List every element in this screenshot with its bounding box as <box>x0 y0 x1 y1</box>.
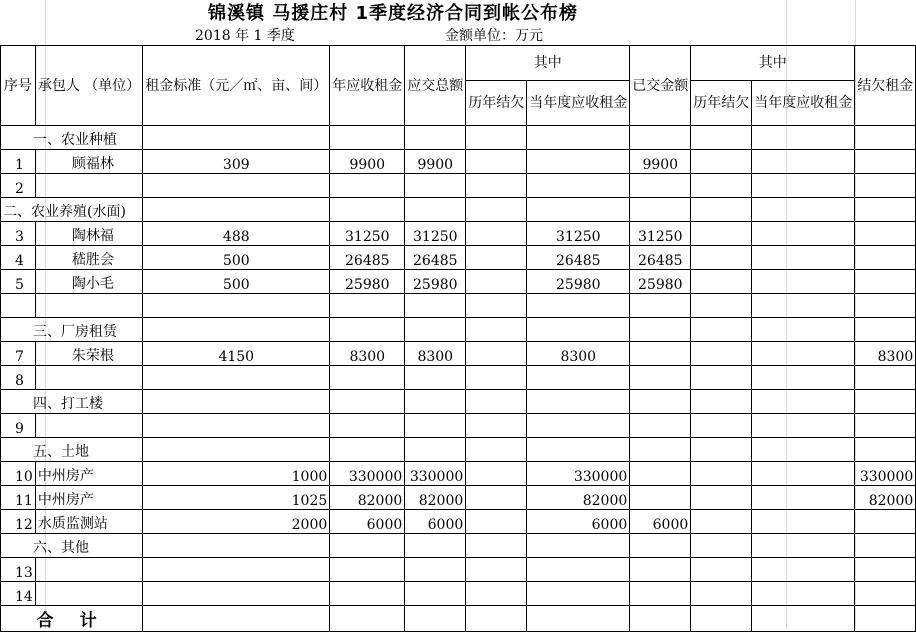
category-label: 五、土地 <box>1 438 143 462</box>
value-cell <box>405 558 466 582</box>
seq-cell: 1 <box>1 150 36 174</box>
value-cell <box>691 222 752 246</box>
value-cell <box>855 150 916 174</box>
value-cell <box>630 558 691 582</box>
empty-cell <box>330 534 405 558</box>
value-cell <box>466 462 527 486</box>
table-row <box>1 150 916 174</box>
header-contractor: 承包人 （单位） <box>35 46 142 126</box>
contractor-cell: 顾福林 <box>35 150 142 174</box>
empty-cell <box>527 198 630 222</box>
value-cell <box>405 174 466 198</box>
table-row <box>1 558 916 582</box>
value-cell <box>752 582 855 606</box>
empty-cell <box>466 390 527 414</box>
value-cell <box>752 462 855 486</box>
value-cell: 8300 <box>527 342 630 366</box>
empty-cell <box>691 438 752 462</box>
header-of-which-2: 其中 <box>691 46 855 81</box>
value-cell <box>405 294 466 318</box>
empty-cell <box>630 390 691 414</box>
value-cell <box>691 558 752 582</box>
value-cell <box>752 294 855 318</box>
header-seq: 序号 <box>1 46 36 126</box>
contractor-cell: 朱荣根 <box>35 342 142 366</box>
value-cell: 8300 <box>855 342 916 366</box>
empty-cell <box>330 390 405 414</box>
value-cell <box>527 366 630 390</box>
value-cell: 25980 <box>630 270 691 294</box>
category-label: 二、农业养殖(水面) <box>1 198 143 222</box>
table-row <box>1 366 916 390</box>
value-cell: 1025 <box>143 486 330 510</box>
empty-cell <box>691 534 752 558</box>
value-cell <box>630 294 691 318</box>
empty-cell <box>630 438 691 462</box>
value-cell <box>330 414 405 438</box>
value-cell <box>691 510 752 534</box>
value-cell <box>691 150 752 174</box>
table-row <box>1 342 916 366</box>
empty-cell <box>752 126 855 150</box>
value-cell: 25980 <box>527 270 630 294</box>
table-row <box>1 222 916 246</box>
value-cell: 31250 <box>630 222 691 246</box>
table-row <box>1 414 916 438</box>
empty-cell <box>330 318 405 342</box>
empty-cell <box>752 198 855 222</box>
empty-cell <box>752 534 855 558</box>
category-row <box>1 390 916 414</box>
value-cell: 330000 <box>405 462 466 486</box>
contractor-cell <box>35 558 142 582</box>
table-row <box>1 270 916 294</box>
value-cell <box>466 414 527 438</box>
category-label: 六、其他 <box>1 534 143 558</box>
value-cell <box>527 150 630 174</box>
empty-cell <box>330 606 405 632</box>
empty-cell <box>405 534 466 558</box>
value-cell <box>855 174 916 198</box>
unit-label: 金额单位：万元 <box>445 28 543 44</box>
value-cell: 309 <box>143 150 330 174</box>
value-cell <box>691 246 752 270</box>
value-cell: 25980 <box>405 270 466 294</box>
page-title: 锦溪镇 马援庄村 1季度经济合同到帐公布榜 <box>207 3 579 24</box>
value-cell: 25980 <box>330 270 405 294</box>
empty-cell <box>405 438 466 462</box>
empty-cell <box>527 534 630 558</box>
header-hist-owed-2: 历年结欠 <box>691 81 752 126</box>
empty-cell <box>752 438 855 462</box>
empty-cell <box>466 318 527 342</box>
value-cell: 6000 <box>405 510 466 534</box>
header-rent-standard: 租金标准（元／㎡、亩、间） <box>143 46 330 126</box>
empty-cell <box>466 438 527 462</box>
value-cell <box>630 462 691 486</box>
value-cell: 31250 <box>330 222 405 246</box>
empty-cell <box>405 126 466 150</box>
empty-cell <box>466 126 527 150</box>
value-cell: 31250 <box>405 222 466 246</box>
value-cell <box>466 486 527 510</box>
header-of-which-1: 其中 <box>466 46 630 81</box>
value-cell <box>752 150 855 174</box>
value-cell <box>752 246 855 270</box>
value-cell <box>330 582 405 606</box>
value-cell: 26485 <box>630 246 691 270</box>
contractor-cell: 陶小毛 <box>35 270 142 294</box>
empty-cell <box>855 126 916 150</box>
value-cell: 6000 <box>630 510 691 534</box>
value-cell <box>527 294 630 318</box>
table-row <box>1 582 916 606</box>
value-cell <box>466 582 527 606</box>
contractor-cell <box>35 174 142 198</box>
value-cell <box>752 366 855 390</box>
value-cell <box>330 366 405 390</box>
value-cell: 82000 <box>855 486 916 510</box>
value-cell: 26485 <box>527 246 630 270</box>
value-cell <box>752 414 855 438</box>
seq-cell: 13 <box>1 558 36 582</box>
empty-cell <box>330 126 405 150</box>
header-current-due-1: 当年度应收租金 <box>527 81 630 126</box>
value-cell: 8300 <box>330 342 405 366</box>
contractor-cell <box>35 414 142 438</box>
empty-cell <box>855 318 916 342</box>
value-cell: 6000 <box>330 510 405 534</box>
value-cell: 330000 <box>855 462 916 486</box>
value-cell <box>527 582 630 606</box>
empty-cell <box>527 126 630 150</box>
value-cell: 82000 <box>405 486 466 510</box>
category-label: 四、打工楼 <box>1 390 143 414</box>
empty-cell <box>630 534 691 558</box>
value-cell <box>466 150 527 174</box>
value-cell: 500 <box>143 270 330 294</box>
empty-cell <box>143 198 330 222</box>
value-cell <box>527 174 630 198</box>
value-cell <box>330 558 405 582</box>
value-cell <box>466 510 527 534</box>
value-cell <box>855 558 916 582</box>
value-cell <box>143 294 330 318</box>
empty-cell <box>405 390 466 414</box>
value-cell <box>752 174 855 198</box>
value-cell <box>466 366 527 390</box>
value-cell <box>855 246 916 270</box>
empty-cell <box>691 126 752 150</box>
empty-cell <box>630 318 691 342</box>
value-cell <box>466 270 527 294</box>
contractor-cell: 陶林福 <box>35 222 142 246</box>
value-cell <box>691 414 752 438</box>
category-row <box>1 126 916 150</box>
contractor-cell <box>35 294 142 318</box>
value-cell: 500 <box>143 246 330 270</box>
contractor-cell: 中州房产 <box>35 486 142 510</box>
empty-cell <box>466 534 527 558</box>
header-balance-owed: 结欠租金 <box>855 46 916 126</box>
empty-cell <box>630 126 691 150</box>
value-cell <box>855 222 916 246</box>
seq-cell: 12 <box>1 510 36 534</box>
seq-cell: 11 <box>1 486 36 510</box>
empty-cell <box>855 198 916 222</box>
value-cell <box>691 366 752 390</box>
contractor-cell: 嵇胜会 <box>35 246 142 270</box>
value-cell: 2000 <box>143 510 330 534</box>
value-cell: 26485 <box>330 246 405 270</box>
empty-cell <box>855 606 916 632</box>
value-cell <box>691 270 752 294</box>
empty-cell <box>143 438 330 462</box>
value-cell <box>143 366 330 390</box>
value-cell <box>691 294 752 318</box>
category-label: 一、农业种植 <box>1 126 143 150</box>
header-current-due-2: 当年度应收租金 <box>752 81 855 126</box>
empty-cell <box>330 198 405 222</box>
empty-cell <box>143 534 330 558</box>
value-cell <box>466 222 527 246</box>
value-cell <box>855 510 916 534</box>
contractor-cell <box>35 582 142 606</box>
empty-cell <box>752 606 855 632</box>
category-row <box>1 318 916 342</box>
value-cell <box>752 270 855 294</box>
total-row <box>1 606 916 632</box>
contract-table <box>0 45 916 632</box>
empty-cell <box>466 198 527 222</box>
seq-cell: 2 <box>1 174 36 198</box>
value-cell <box>143 582 330 606</box>
empty-cell <box>527 318 630 342</box>
table-row <box>1 510 916 534</box>
value-cell <box>466 294 527 318</box>
value-cell <box>691 486 752 510</box>
table-row <box>1 486 916 510</box>
value-cell: 4150 <box>143 342 330 366</box>
empty-cell <box>405 318 466 342</box>
empty-cell <box>691 198 752 222</box>
header-should-pay: 应交总额 <box>405 46 466 126</box>
value-cell <box>855 294 916 318</box>
value-cell <box>405 414 466 438</box>
value-cell: 26485 <box>405 246 466 270</box>
empty-cell <box>527 606 630 632</box>
value-cell: 330000 <box>527 462 630 486</box>
seq-cell: 3 <box>1 222 36 246</box>
seq-cell <box>1 294 36 318</box>
value-cell <box>466 342 527 366</box>
value-cell <box>855 414 916 438</box>
value-cell <box>630 174 691 198</box>
empty-cell <box>691 606 752 632</box>
value-cell: 330000 <box>330 462 405 486</box>
header-hist-owed-1: 历年结欠 <box>466 81 527 126</box>
empty-cell <box>630 606 691 632</box>
seq-cell: 5 <box>1 270 36 294</box>
empty-cell <box>143 126 330 150</box>
period-label: 2018 年 1 季度 <box>195 28 295 44</box>
value-cell <box>752 342 855 366</box>
value-cell <box>143 414 330 438</box>
seq-cell: 8 <box>1 366 36 390</box>
table-row <box>1 294 916 318</box>
empty-cell <box>691 390 752 414</box>
value-cell <box>691 174 752 198</box>
empty-cell <box>855 438 916 462</box>
header-annual-due: 年应收租金 <box>330 46 405 126</box>
empty-cell <box>527 390 630 414</box>
value-cell <box>466 174 527 198</box>
value-cell <box>630 366 691 390</box>
value-cell: 82000 <box>527 486 630 510</box>
value-cell <box>143 558 330 582</box>
value-cell: 1000 <box>143 462 330 486</box>
seq-cell: 10 <box>1 462 36 486</box>
seq-cell: 4 <box>1 246 36 270</box>
empty-cell <box>143 606 330 632</box>
contractor-cell: 中州房产 <box>35 462 142 486</box>
value-cell: 9900 <box>630 150 691 174</box>
table-row <box>1 462 916 486</box>
contractor-cell <box>35 366 142 390</box>
value-cell <box>752 486 855 510</box>
empty-cell <box>466 606 527 632</box>
seq-cell: 7 <box>1 342 36 366</box>
seq-cell: 14 <box>1 582 36 606</box>
category-label: 三、厂房租赁 <box>1 318 143 342</box>
empty-cell <box>855 534 916 558</box>
value-cell <box>691 582 752 606</box>
table-row <box>1 246 916 270</box>
empty-cell <box>752 318 855 342</box>
category-row <box>1 438 916 462</box>
value-cell <box>630 486 691 510</box>
value-cell <box>466 246 527 270</box>
value-cell <box>143 174 330 198</box>
contractor-cell: 水质监测站 <box>35 510 142 534</box>
value-cell <box>752 222 855 246</box>
value-cell <box>527 414 630 438</box>
value-cell <box>330 174 405 198</box>
value-cell: 31250 <box>527 222 630 246</box>
empty-cell <box>752 390 855 414</box>
value-cell <box>630 414 691 438</box>
value-cell: 488 <box>143 222 330 246</box>
seq-cell: 9 <box>1 414 36 438</box>
category-row <box>1 198 916 222</box>
empty-cell <box>855 390 916 414</box>
value-cell <box>752 558 855 582</box>
value-cell: 82000 <box>330 486 405 510</box>
value-cell: 6000 <box>527 510 630 534</box>
value-cell <box>405 582 466 606</box>
empty-cell <box>630 198 691 222</box>
table-row <box>1 174 916 198</box>
empty-cell <box>691 318 752 342</box>
value-cell <box>630 342 691 366</box>
value-cell <box>691 462 752 486</box>
category-row <box>1 534 916 558</box>
empty-cell <box>330 438 405 462</box>
value-cell <box>630 582 691 606</box>
empty-cell <box>527 438 630 462</box>
value-cell <box>527 558 630 582</box>
value-cell: 9900 <box>405 150 466 174</box>
value-cell: 8300 <box>405 342 466 366</box>
value-cell <box>405 366 466 390</box>
value-cell: 9900 <box>330 150 405 174</box>
empty-cell <box>143 318 330 342</box>
total-label: 合 计 <box>1 606 143 632</box>
value-cell <box>855 270 916 294</box>
header-paid: 已交金额 <box>630 46 691 126</box>
empty-cell <box>143 390 330 414</box>
empty-cell <box>405 606 466 632</box>
value-cell <box>752 510 855 534</box>
value-cell <box>330 294 405 318</box>
value-cell <box>855 366 916 390</box>
value-cell <box>466 558 527 582</box>
value-cell <box>691 342 752 366</box>
empty-cell <box>405 198 466 222</box>
value-cell <box>855 582 916 606</box>
